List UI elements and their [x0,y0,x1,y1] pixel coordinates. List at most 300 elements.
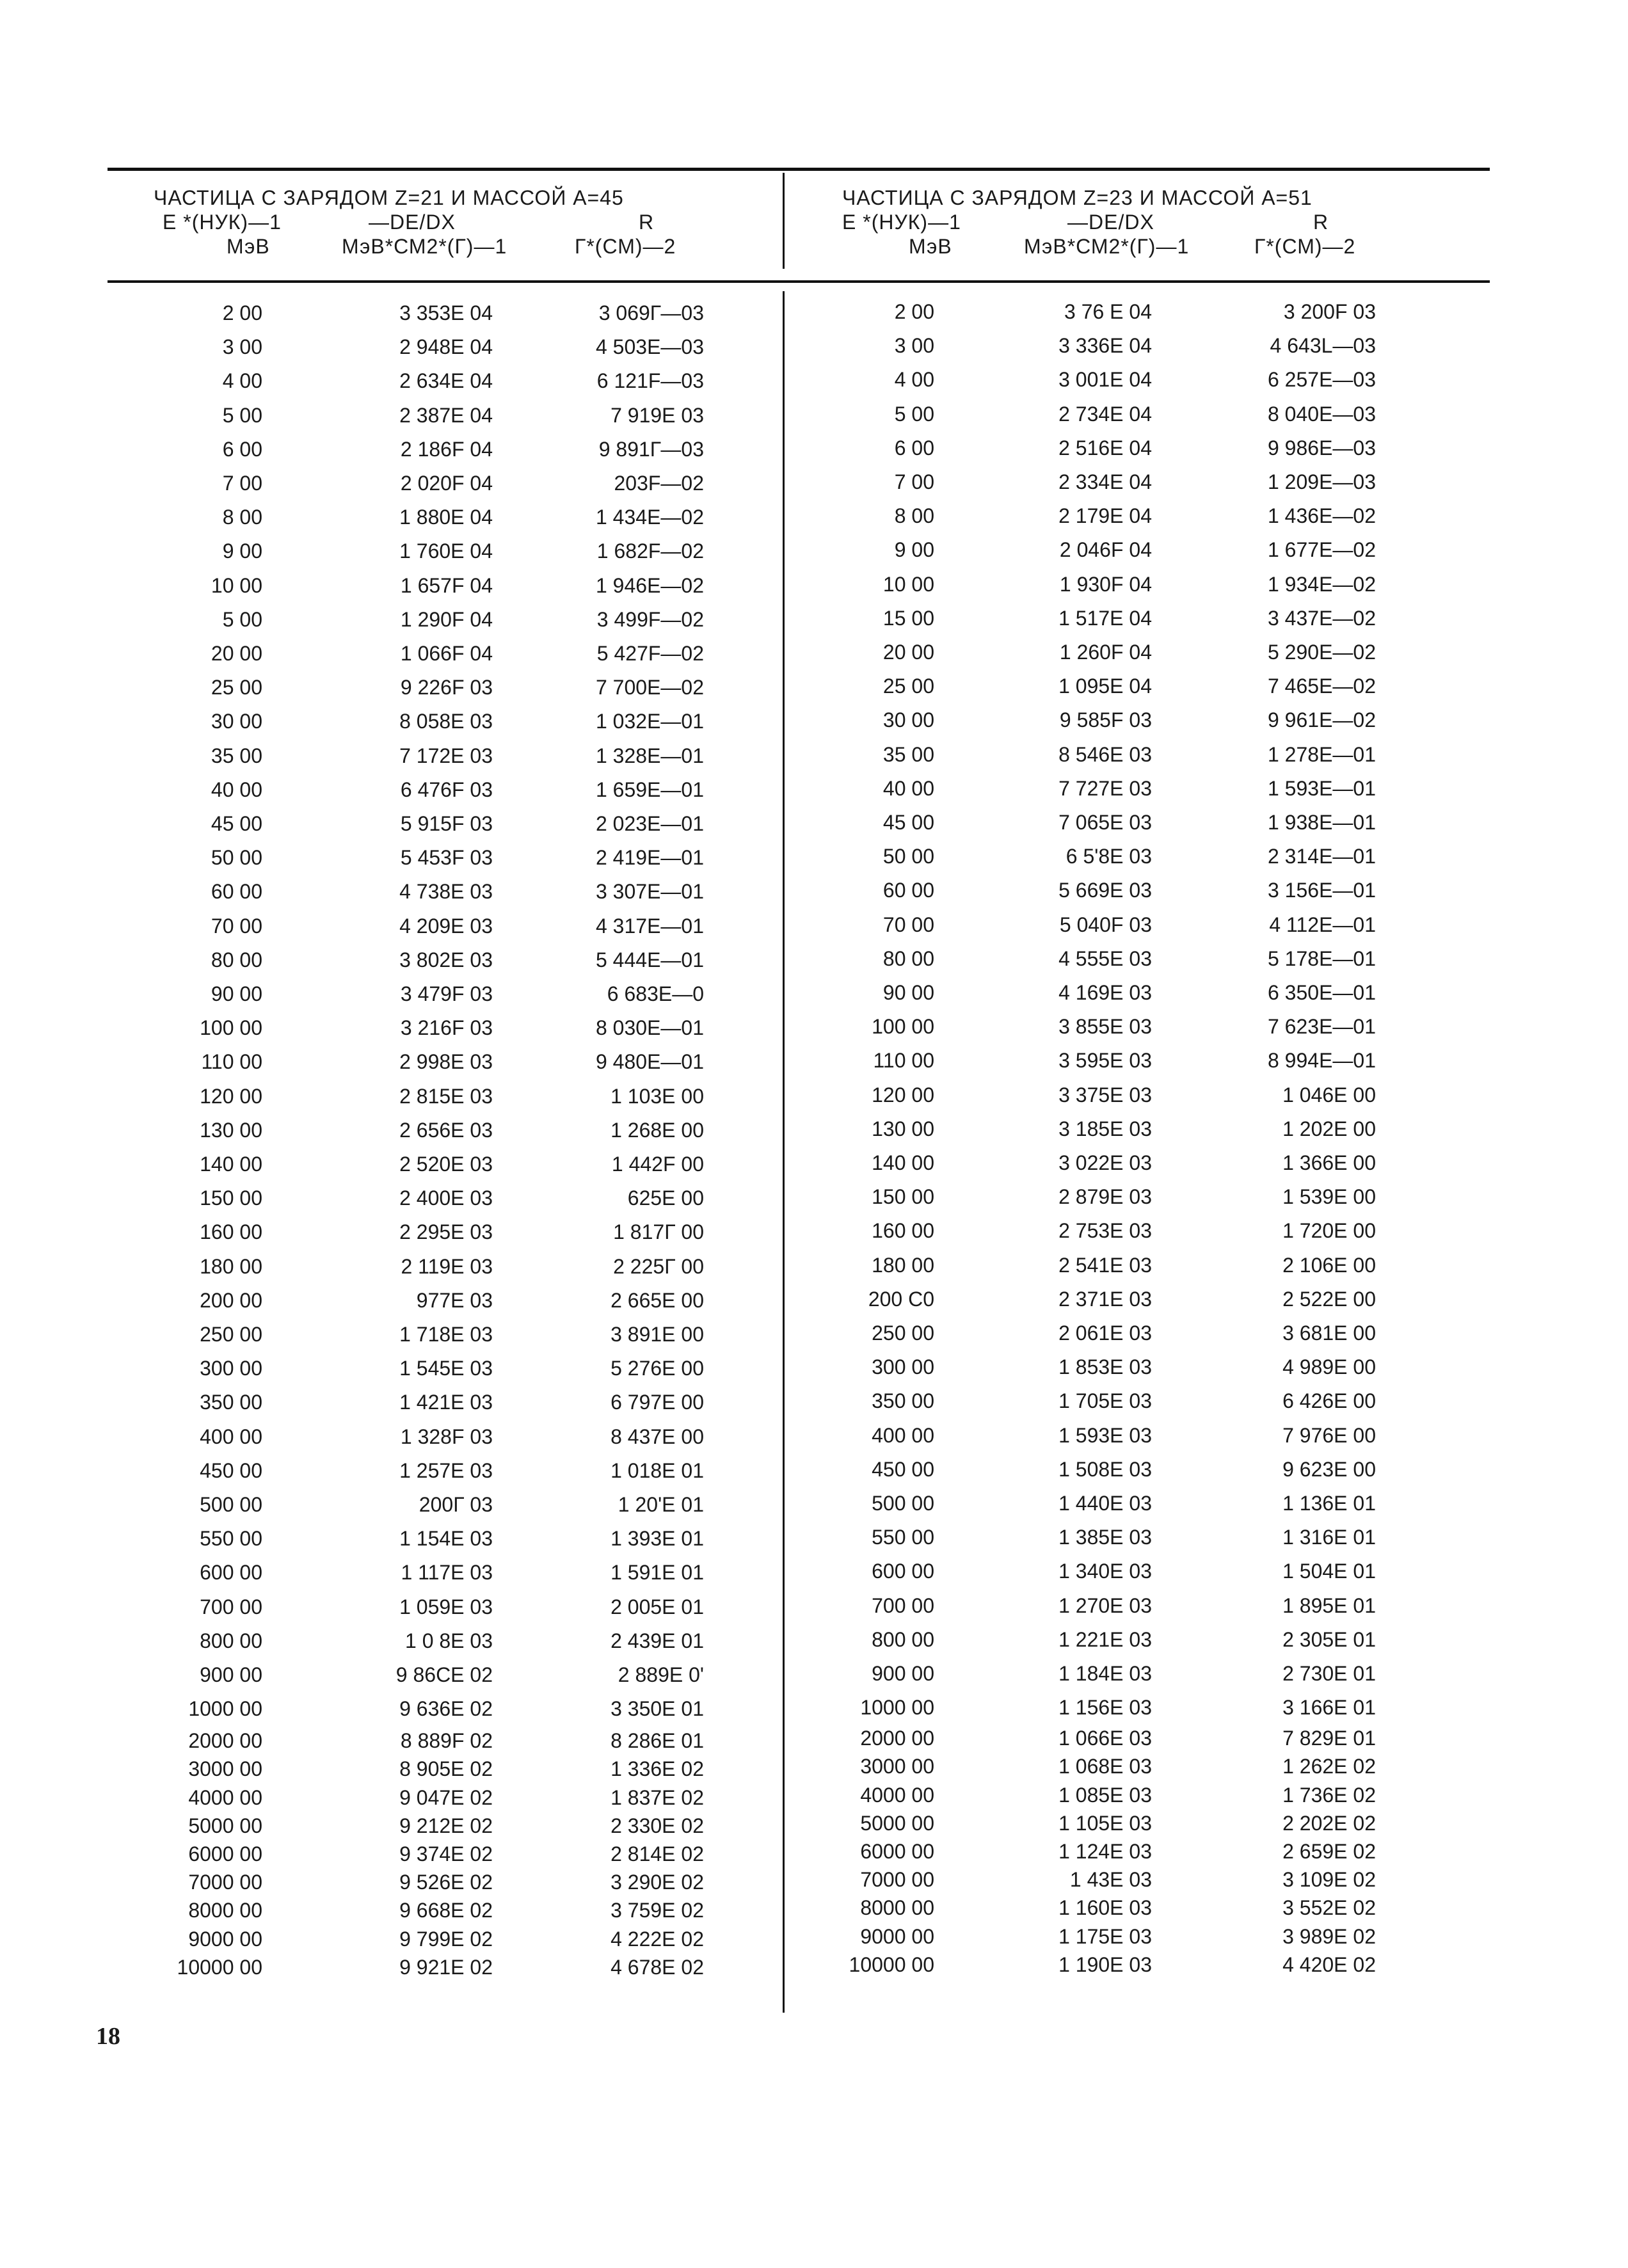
left-row-2-col-3: 4 503E—03 [595,335,704,359]
right-row-1-col-2: 3 76 E 04 [1064,300,1152,323]
right-row-11-col-1: 20 00 [882,641,934,664]
right-row-24-col-1: 120 00 [872,1083,934,1106]
right-row-17-col-1: 50 00 [882,845,934,868]
right-row-7-col-1: 8 00 [894,504,934,528]
right-row-2-col-2: 3 336E 04 [1058,334,1152,358]
left-row-18-col-1: 60 00 [211,880,262,904]
column-divider-header [783,173,785,269]
left-row-19-col-2: 4 209E 03 [399,914,493,938]
left-row-8-col-1: 9 00 [222,539,262,563]
right-row-27-col-1: 150 00 [872,1185,934,1209]
left-row-42-col-3: 3 350E 01 [610,1697,704,1721]
left-row-49-col-3: 3 759E 02 [610,1899,704,1922]
right-row-1-col-3: 3 200F 03 [1283,300,1376,323]
left-row-2-col-1: 3 00 [222,335,262,359]
left-row-9-col-2: 1 657F 04 [400,573,493,597]
right-row-8-col-1: 9 00 [894,538,934,562]
left-row-20-col-3: 5 444E—01 [595,948,704,971]
right-row-51-col-2: 1 190E 03 [1058,1953,1152,1976]
left-row-49-col-2: 9 668E 02 [399,1899,493,1922]
right-row-26-col-3: 1 366E 00 [1282,1151,1376,1174]
right-row-17-col-2: 6 5'8E 03 [1065,845,1152,868]
page-number: 18 [96,2023,120,2050]
left-row-9-col-1: 10 00 [211,573,262,597]
left-row-34-col-3: 8 437E 00 [610,1425,704,1448]
right-row-11-col-2: 1 260F 04 [1059,641,1152,664]
right-table-title: ЧАСТИЦА С ЗАРЯДОМ Z=23 И МАССОЙ А=51 [842,186,1313,209]
right-row-33-col-2: 1 705E 03 [1058,1389,1152,1413]
top-rule [108,168,1490,171]
right-row-32-col-2: 1 853E 03 [1058,1355,1152,1379]
left-row-27-col-2: 2 400E 03 [399,1186,493,1210]
left-row-15-col-1: 40 00 [211,778,262,801]
right-row-35-col-3: 9 623E 00 [1282,1457,1376,1481]
right-row-28-col-1: 160 00 [872,1219,934,1243]
right-row-22-col-3: 7 623E—01 [1267,1015,1376,1039]
right-row-12-col-2: 1 095E 04 [1058,675,1152,698]
right-row-27-col-2: 2 879E 03 [1058,1185,1152,1209]
left-row-28-col-2: 2 295E 03 [399,1220,493,1244]
right-row-19-col-2: 5 040F 03 [1059,913,1152,936]
right-row-36-col-1: 500 00 [872,1492,934,1515]
left-row-14-col-1: 35 00 [211,744,262,767]
left-row-13-col-3: 1 032E—01 [595,710,704,733]
left-row-1-col-1: 2 00 [222,301,262,324]
right-row-15-col-1: 40 00 [882,776,934,800]
right-row-21-col-3: 6 350E—01 [1267,981,1376,1004]
left-row-36-col-3: 1 20'E 01 [618,1493,704,1516]
left-row-35-col-2: 1 257E 03 [399,1458,493,1482]
left-row-30-col-3: 2 665E 00 [610,1288,704,1312]
right-row-9-col-2: 1 930F 04 [1059,572,1152,596]
left-row-9-col-3: 1 946E—02 [595,573,704,597]
left-row-11-col-2: 1 066F 04 [400,642,493,665]
left-row-36-col-1: 500 00 [200,1493,262,1516]
right-row-46-col-2: 1 105E 03 [1058,1811,1152,1835]
right-row-16-col-3: 1 938E—01 [1267,811,1376,834]
left-row-1-col-2: 3 353E 04 [399,301,493,324]
right-row-13-col-3: 9 961E—02 [1267,708,1376,732]
right-row-16-col-1: 45 00 [882,811,934,834]
right-row-49-col-2: 1 160E 03 [1058,1896,1152,1920]
right-row-19-col-3: 4 112E—01 [1269,913,1376,936]
left-row-34-col-2: 1 328F 03 [400,1425,493,1448]
left-row-24-col-2: 2 815E 03 [399,1084,493,1108]
right-row-43-col-1: 2000 00 [860,1727,934,1750]
right-row-31-col-1: 250 00 [872,1322,934,1345]
left-row-48-col-3: 3 290E 02 [610,1871,704,1894]
left-row-29-col-3: 2 225Г 00 [613,1254,704,1278]
left-row-44-col-1: 3000 00 [188,1757,262,1781]
left-row-15-col-3: 1 659E—01 [595,778,704,801]
right-row-39-col-1: 700 00 [872,1593,934,1617]
left-row-39-col-2: 1 059E 03 [399,1595,493,1618]
right-row-26-col-1: 140 00 [872,1151,934,1174]
right-row-12-col-3: 7 465E—02 [1267,675,1376,698]
left-row-13-col-1: 30 00 [211,710,262,733]
right-stopping-header: —DE/DX [1067,211,1154,234]
right-row-32-col-3: 4 989E 00 [1282,1355,1376,1379]
left-row-17-col-3: 2 419E—01 [595,846,704,870]
left-row-3-col-3: 6 121F—03 [596,369,704,393]
left-row-21-col-3: 6 683E—0 [607,982,704,1005]
right-row-42-col-2: 1 156E 03 [1058,1696,1152,1720]
left-row-37-col-2: 1 154E 03 [399,1527,493,1551]
left-row-18-col-2: 4 738E 03 [399,880,493,904]
right-row-25-col-2: 3 185E 03 [1058,1117,1152,1140]
right-row-38-col-2: 1 340E 03 [1058,1560,1152,1583]
left-row-4-col-1: 5 00 [222,403,262,427]
right-row-48-col-2: 1 43E 03 [1069,1868,1152,1892]
right-row-7-col-2: 2 179E 04 [1058,504,1152,528]
right-row-2-col-3: 4 643L—03 [1270,334,1376,358]
left-row-40-col-2: 1 0 8E 03 [405,1629,493,1652]
right-row-24-col-2: 3 375E 03 [1058,1083,1152,1106]
left-row-45-col-2: 9 047E 02 [399,1785,493,1809]
left-row-31-col-3: 3 891E 00 [610,1323,704,1346]
right-row-50-col-3: 3 989E 02 [1282,1924,1376,1948]
left-range-header: R [639,211,655,234]
left-row-23-col-2: 2 998E 03 [399,1050,493,1074]
right-row-24-col-3: 1 046E 00 [1282,1083,1376,1106]
left-row-43-col-3: 8 286E 01 [610,1729,704,1753]
right-energy-unit: МэВ [909,235,952,258]
right-row-47-col-1: 6000 00 [860,1840,934,1863]
right-row-9-col-3: 1 934E—02 [1267,572,1376,596]
right-row-9-col-1: 10 00 [882,572,934,596]
right-row-35-col-1: 450 00 [872,1457,934,1481]
left-row-46-col-3: 2 330E 02 [610,1814,704,1837]
right-row-45-col-1: 4000 00 [860,1783,934,1807]
right-row-20-col-1: 80 00 [882,946,934,970]
left-row-14-col-2: 7 172E 03 [399,744,493,767]
left-row-1-col-3: 3 069Г—03 [598,301,704,324]
left-row-12-col-2: 9 226F 03 [400,676,493,699]
left-row-37-col-1: 550 00 [200,1527,262,1551]
right-row-30-col-1: 200 C0 [868,1287,934,1311]
right-row-38-col-3: 1 504E 01 [1282,1560,1376,1583]
left-row-4-col-2: 2 387E 04 [399,403,493,427]
right-row-18-col-2: 5 669E 03 [1058,879,1152,902]
left-row-7-col-2: 1 880E 04 [399,506,493,529]
left-row-50-col-2: 9 799E 02 [399,1927,493,1951]
left-row-20-col-2: 3 802E 03 [399,948,493,971]
left-row-14-col-3: 1 328E—01 [595,744,704,767]
left-row-45-col-1: 4000 00 [188,1785,262,1809]
right-row-44-col-1: 3000 00 [860,1755,934,1778]
right-row-42-col-3: 3 166E 01 [1282,1696,1376,1720]
right-row-20-col-2: 4 555E 03 [1058,946,1152,970]
right-row-5-col-2: 2 516E 04 [1058,436,1152,459]
left-row-19-col-3: 4 317E—01 [595,914,704,938]
right-stopping-unit: МэВ*СМ2*(Г)—1 [1024,235,1190,258]
right-row-12-col-1: 25 00 [882,675,934,698]
left-row-17-col-2: 5 453F 03 [400,846,493,870]
right-row-13-col-2: 9 585F 03 [1059,708,1152,732]
left-row-20-col-1: 80 00 [211,948,262,971]
left-row-29-col-1: 180 00 [200,1254,262,1278]
left-row-19-col-1: 70 00 [211,914,262,938]
right-row-29-col-3: 2 106E 00 [1282,1253,1376,1277]
right-row-10-col-1: 15 00 [882,606,934,630]
right-row-20-col-3: 5 178E—01 [1267,946,1376,970]
right-row-22-col-2: 3 855E 03 [1058,1015,1152,1039]
right-row-29-col-2: 2 541E 03 [1058,1253,1152,1277]
right-range-header: R [1313,211,1329,234]
right-row-50-col-1: 9000 00 [860,1924,934,1948]
right-row-5-col-1: 6 00 [894,436,934,459]
left-row-27-col-3: 625E 00 [627,1186,704,1210]
left-row-46-col-2: 9 212E 02 [399,1814,493,1837]
right-row-26-col-2: 3 022E 03 [1058,1151,1152,1174]
right-row-28-col-3: 1 720E 00 [1282,1219,1376,1243]
left-row-22-col-1: 100 00 [200,1016,262,1040]
right-row-47-col-2: 1 124E 03 [1058,1840,1152,1863]
right-row-38-col-1: 600 00 [872,1560,934,1583]
left-row-44-col-3: 1 336E 02 [610,1757,704,1781]
right-row-47-col-3: 2 659E 02 [1282,1840,1376,1863]
left-row-22-col-2: 3 216F 03 [400,1016,493,1040]
right-row-11-col-3: 5 290E—02 [1267,641,1376,664]
right-row-51-col-3: 4 420E 02 [1282,1953,1376,1976]
left-row-32-col-1: 300 00 [200,1357,262,1380]
left-row-16-col-2: 5 915F 03 [400,812,493,835]
right-row-10-col-3: 3 437E—02 [1267,606,1376,630]
right-row-25-col-1: 130 00 [872,1117,934,1140]
left-row-5-col-2: 2 186F 04 [400,437,493,461]
right-row-17-col-3: 2 314E—01 [1267,845,1376,868]
left-row-37-col-3: 1 393E 01 [610,1527,704,1551]
right-row-41-col-3: 2 730E 01 [1282,1662,1376,1685]
right-row-14-col-2: 8 546E 03 [1058,742,1152,766]
left-row-28-col-3: 1 817Г 00 [613,1220,704,1244]
right-row-23-col-1: 110 00 [873,1049,934,1073]
left-row-5-col-3: 9 891Г—03 [598,437,704,461]
right-row-48-col-1: 7000 00 [860,1868,934,1892]
right-row-41-col-2: 1 184E 03 [1058,1662,1152,1685]
left-row-12-col-1: 25 00 [211,676,262,699]
left-row-50-col-1: 9000 00 [188,1927,262,1951]
left-row-26-col-2: 2 520E 03 [399,1153,493,1176]
left-row-23-col-1: 110 00 [201,1050,262,1074]
right-row-4-col-1: 5 00 [894,402,934,426]
right-row-3-col-1: 4 00 [894,368,934,392]
left-row-4-col-3: 7 919E 03 [610,403,704,427]
left-row-38-col-2: 1 117E 03 [401,1561,493,1585]
right-row-3-col-3: 6 257E—03 [1267,368,1376,392]
left-row-45-col-3: 1 837E 02 [610,1785,704,1809]
right-row-23-col-3: 8 994E—01 [1267,1049,1376,1073]
left-row-26-col-3: 1 442F 00 [611,1153,704,1176]
right-row-6-col-2: 2 334E 04 [1058,470,1152,493]
right-row-36-col-2: 1 440E 03 [1058,1492,1152,1515]
left-row-43-col-2: 8 889F 02 [400,1729,493,1753]
left-row-50-col-3: 4 222E 02 [610,1927,704,1951]
left-row-38-col-1: 600 00 [200,1561,262,1585]
right-row-15-col-3: 1 593E—01 [1267,776,1376,800]
right-row-21-col-1: 90 00 [882,981,934,1004]
left-row-34-col-1: 400 00 [200,1425,262,1448]
left-row-13-col-2: 8 058E 03 [399,710,493,733]
left-row-43-col-1: 2000 00 [188,1729,262,1753]
right-row-43-col-3: 7 829E 01 [1282,1727,1376,1750]
right-row-14-col-1: 35 00 [882,742,934,766]
left-energy-header: Е *(НУК)—1 [163,211,282,234]
left-row-38-col-3: 1 591E 01 [610,1561,704,1585]
right-row-37-col-3: 1 316E 01 [1282,1526,1376,1549]
right-row-30-col-2: 2 371E 03 [1058,1287,1152,1311]
right-row-33-col-1: 350 00 [872,1389,934,1413]
left-row-26-col-1: 140 00 [200,1153,262,1176]
left-row-16-col-3: 2 023E—01 [595,812,704,835]
left-range-unit: Г*(СМ)—2 [575,235,676,258]
right-row-7-col-3: 1 436E—02 [1267,504,1376,528]
right-row-16-col-2: 7 065E 03 [1058,811,1152,834]
left-stopping-header: —DE/DX [369,211,456,234]
right-row-41-col-1: 900 00 [872,1662,934,1685]
left-row-21-col-1: 90 00 [211,982,262,1005]
right-row-8-col-3: 1 677E—02 [1267,538,1376,562]
left-row-2-col-2: 2 948E 04 [399,335,493,359]
left-row-7-col-3: 1 434E—02 [595,506,704,529]
left-row-21-col-2: 3 479F 03 [400,982,493,1005]
right-energy-header: Е *(НУК)—1 [842,211,961,234]
right-row-8-col-2: 2 046F 04 [1059,538,1152,562]
right-row-46-col-1: 5000 00 [860,1811,934,1835]
right-row-48-col-3: 3 109E 02 [1282,1868,1376,1892]
left-row-49-col-1: 8000 00 [188,1899,262,1922]
right-range-unit: Г*(СМ)—2 [1254,235,1356,258]
left-row-5-col-1: 6 00 [222,437,262,461]
left-row-10-col-1: 5 00 [222,607,262,631]
right-row-36-col-3: 1 136E 01 [1282,1492,1376,1515]
left-row-16-col-1: 45 00 [211,812,262,835]
right-row-49-col-1: 8000 00 [860,1896,934,1920]
left-row-3-col-2: 2 634E 04 [399,369,493,393]
left-row-10-col-2: 1 290F 04 [400,607,493,631]
left-row-42-col-1: 1000 00 [188,1697,262,1721]
right-row-23-col-2: 3 595E 03 [1058,1049,1152,1073]
left-row-36-col-2: 200Г 03 [419,1493,493,1516]
left-row-11-col-1: 20 00 [211,642,262,665]
right-row-6-col-3: 1 209E—03 [1267,470,1376,493]
right-row-31-col-2: 2 061E 03 [1058,1322,1152,1345]
right-row-35-col-2: 1 508E 03 [1058,1457,1152,1481]
left-table-title: ЧАСТИЦА С ЗАРЯДОМ Z=21 И МАССОЙ А=45 [154,186,624,209]
right-row-22-col-1: 100 00 [872,1015,934,1039]
left-row-24-col-3: 1 103E 00 [610,1084,704,1108]
right-row-19-col-1: 70 00 [882,913,934,936]
right-row-51-col-1: 10000 00 [849,1953,934,1976]
left-row-48-col-2: 9 526E 02 [399,1871,493,1894]
right-row-13-col-1: 30 00 [882,708,934,732]
right-row-37-col-1: 550 00 [872,1526,934,1549]
right-row-31-col-3: 3 681E 00 [1282,1322,1376,1345]
right-row-21-col-2: 4 169E 03 [1058,981,1152,1004]
left-row-12-col-3: 7 700E—02 [595,676,704,699]
right-row-10-col-2: 1 517E 04 [1058,606,1152,630]
left-row-31-col-1: 250 00 [200,1323,262,1346]
left-row-32-col-3: 5 276E 00 [610,1357,704,1380]
left-row-29-col-2: 2 119E 03 [401,1254,493,1278]
left-row-47-col-3: 2 814E 02 [610,1842,704,1865]
right-row-2-col-1: 3 00 [894,334,934,358]
left-row-46-col-1: 5000 00 [188,1814,262,1837]
right-row-40-col-3: 2 305E 01 [1282,1627,1376,1651]
right-row-5-col-3: 9 986E—03 [1267,436,1376,459]
left-row-24-col-1: 120 00 [200,1084,262,1108]
right-row-37-col-2: 1 385E 03 [1058,1526,1152,1549]
left-row-41-col-1: 900 00 [200,1663,262,1686]
left-row-39-col-3: 2 005E 01 [610,1595,704,1618]
left-row-25-col-1: 130 00 [200,1118,262,1142]
right-row-33-col-3: 6 426E 00 [1282,1389,1376,1413]
left-row-22-col-3: 8 030E—01 [595,1016,704,1040]
right-row-27-col-3: 1 539E 00 [1282,1185,1376,1209]
right-row-34-col-3: 7 976E 00 [1282,1423,1376,1447]
left-row-27-col-1: 150 00 [200,1186,262,1210]
right-row-25-col-3: 1 202E 00 [1282,1117,1376,1140]
left-row-8-col-2: 1 760E 04 [399,539,493,563]
left-row-8-col-3: 1 682F—02 [596,539,704,563]
right-row-39-col-2: 1 270E 03 [1058,1593,1152,1617]
right-row-46-col-3: 2 202E 02 [1282,1811,1376,1835]
left-row-48-col-1: 7000 00 [188,1871,262,1894]
right-row-34-col-1: 400 00 [872,1423,934,1447]
right-row-4-col-2: 2 734E 04 [1058,402,1152,426]
right-row-49-col-3: 3 552E 02 [1282,1896,1376,1920]
right-row-30-col-3: 2 522E 00 [1282,1287,1376,1311]
left-row-33-col-2: 1 421E 03 [399,1391,493,1414]
left-row-7-col-1: 8 00 [222,506,262,529]
left-row-40-col-3: 2 439E 01 [610,1629,704,1652]
left-row-25-col-2: 2 656E 03 [399,1118,493,1142]
right-row-32-col-1: 300 00 [872,1355,934,1379]
left-row-33-col-1: 350 00 [200,1391,262,1414]
left-row-6-col-3: 203F—02 [614,472,704,495]
left-row-47-col-1: 6000 00 [188,1842,262,1865]
left-stopping-unit: МэВ*СМ2*(Г)—1 [342,235,507,258]
left-row-40-col-1: 800 00 [200,1629,262,1652]
left-row-35-col-3: 1 018E 01 [610,1458,704,1482]
right-row-43-col-2: 1 066E 03 [1058,1727,1152,1750]
left-row-28-col-1: 160 00 [200,1220,262,1244]
right-row-1-col-1: 2 00 [894,300,934,323]
left-row-51-col-1: 10000 00 [177,1955,262,1979]
left-row-51-col-3: 4 678E 02 [610,1955,704,1979]
right-row-6-col-1: 7 00 [894,470,934,493]
left-row-18-col-3: 3 307E—01 [595,880,704,904]
right-row-29-col-1: 180 00 [872,1253,934,1277]
right-row-28-col-2: 2 753E 03 [1058,1219,1152,1243]
left-energy-unit: МэВ [227,235,270,258]
right-row-14-col-3: 1 278E—01 [1267,742,1376,766]
left-row-33-col-3: 6 797E 00 [610,1391,704,1414]
right-row-34-col-2: 1 593E 03 [1058,1423,1152,1447]
left-row-41-col-3: 2 889E 0' [618,1663,704,1686]
column-divider-body [783,291,785,2013]
left-row-30-col-1: 200 00 [200,1288,262,1312]
right-row-44-col-2: 1 068E 03 [1058,1755,1152,1778]
left-row-23-col-3: 9 480E—01 [595,1050,704,1074]
left-row-42-col-2: 9 636E 02 [399,1697,493,1721]
right-row-40-col-1: 800 00 [872,1627,934,1651]
left-row-17-col-1: 50 00 [211,846,262,870]
left-row-35-col-1: 450 00 [200,1458,262,1482]
right-row-45-col-3: 1 736E 02 [1282,1783,1376,1807]
left-row-15-col-2: 6 476F 03 [400,778,493,801]
left-row-41-col-2: 9 86CE 02 [395,1663,493,1686]
